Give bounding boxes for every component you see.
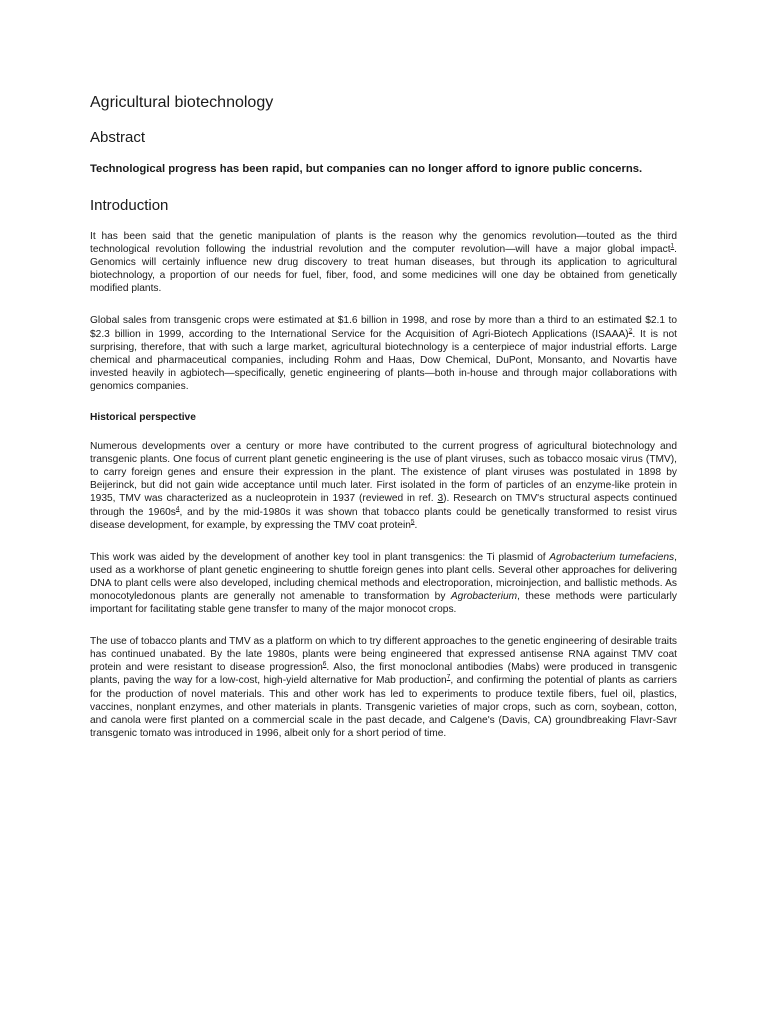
footnote-ref-7[interactable]: 7 [446, 674, 451, 682]
abstract-heading: Abstract [90, 129, 146, 146]
reference-link-3[interactable]: 3 [437, 493, 444, 505]
introduction-heading: Introduction [90, 197, 169, 214]
footnote-ref-2[interactable]: 2 [628, 327, 633, 335]
paragraph-global-sales: Global sales from transgenic crops were estimated at $1.6 billion in 1998, and rose by more than a third to an estimated $2.1 to $2.3 billion in 1999, according to the International Service for the Acquisition of Agri-Biotech Applications (ISAAA)$^2$. It is not surprising, therefore, that with such a large market, agricultural biotechnology is a centerpiece of major industrial efforts. Large chemical and pharmaceutical companies, including Rohm and Haas, Dow Chemical, DuPont, Monsanto, and Novartis have invested heavily in agbiotech—specifically, genetic engineering of plants—both in-house and through major collaborations with genomics companies. [90, 315, 677, 392]
species-name: Agrobacterium tumefaciens [549, 551, 675, 563]
paragraph-genomics-impact: It has been said that the genetic manipulation of plants is the reason why the genomics revolution—touted as the third technological revolution following the industrial revolution and the computer revolution—will have a major global impact$^1$. Genomics will certainly influence new drug discovery to treat human diseases, but through its application to agricultural biotechnology, a proportion of our needs for fuel, fiber, food, and some medicines will one day be obtained from genetically modified plants. [90, 231, 677, 295]
genus-name: Agrobacterium [450, 590, 518, 602]
abstract-text: Technological progress has been rapid, but companies can no longer afford to ignore public concerns. [90, 163, 643, 175]
footnote-ref-4[interactable]: 4 [175, 505, 180, 513]
paragraph-tobacco-tmv: The use of tobacco plants and TMV as a platform on which to try different approaches to the genetic engineering of desirable traits has continued unabated. By the late 1980s, plants were being engineered that expressed antisense RNA against TMV coat protein and were resistant to disease progression$^6$. Also, the first monoclonal antibodies (Mabs) were produced in transgenic plants, paving the way for a low-cost, high-yield alternative for Mab production$^7$, and confirming the potential of plants as carriers for the production of novel materials. This and other work has led to experiments to produce textile fibers, fuel oil, plastics, vaccines, nonplant enzymes, and other materials in plants. Transgenic varieties of major crops, such as corn, soybean, cotton, and canola were first planted on a commercial scale in the past decade, and Calgene's (Davis, CA) groundbreaking Flavr-Savr transgenic tomato was introduced in 1996, albeit only for a short period of time. [90, 636, 678, 739]
document-title: Agricultural biotechnology [90, 94, 274, 111]
paragraph-ti-plasmid: This work was aided by the development of another key tool in plant transgenics: the Ti plasmid of Agrobacterium tumefaciens, used as a workhorse of plant genetic engineering to shuttle foreign genes into plant cells. Several other approaches for delivering DNA to plant cells were also developed, including chemical methods and electroporation, microinjection, and ballistic methods. As monocotyledonous plants are generally not amenable to transformation by Agrobacterium, these methods were particularly important for facilitating stable gene transfer to many of the major monocot crops. [90, 551, 677, 616]
footnote-ref-1[interactable]: 1 [670, 242, 675, 250]
document-page [90, 94, 677, 759]
footnote-ref-5[interactable]: 5 [410, 518, 415, 526]
paragraph-plant-viruses: Numerous developments over a century or more have contributed to the current progress of agricultural biotechnology and transgenic plants. One focus of current plant genetic engineering is the use of plant viruses, such as tobacco mosaic virus (TMV), to carry foreign genes and ensure their expression in the plant. The existence of plant viruses was postulated in 1898 by Beijerinck, but did not gain wide acceptance until much later. First isolated in the form of particles of an enzyme-like protein in 1935, TMV was characterized as a nucleoprotein in 1937 (reviewed in ref. 3). Research on TMV's structural aspects continued through the $1960s^4$, and by the mid-1980s it was shown that tobacco plants could be genetically transformed to resist virus disease development, for example, by expressing the TMV coat protein$^5$. [90, 441, 677, 531]
historical-perspective-heading: Historical perspective [90, 412, 196, 424]
footnote-ref-6[interactable]: 6 [322, 660, 327, 668]
